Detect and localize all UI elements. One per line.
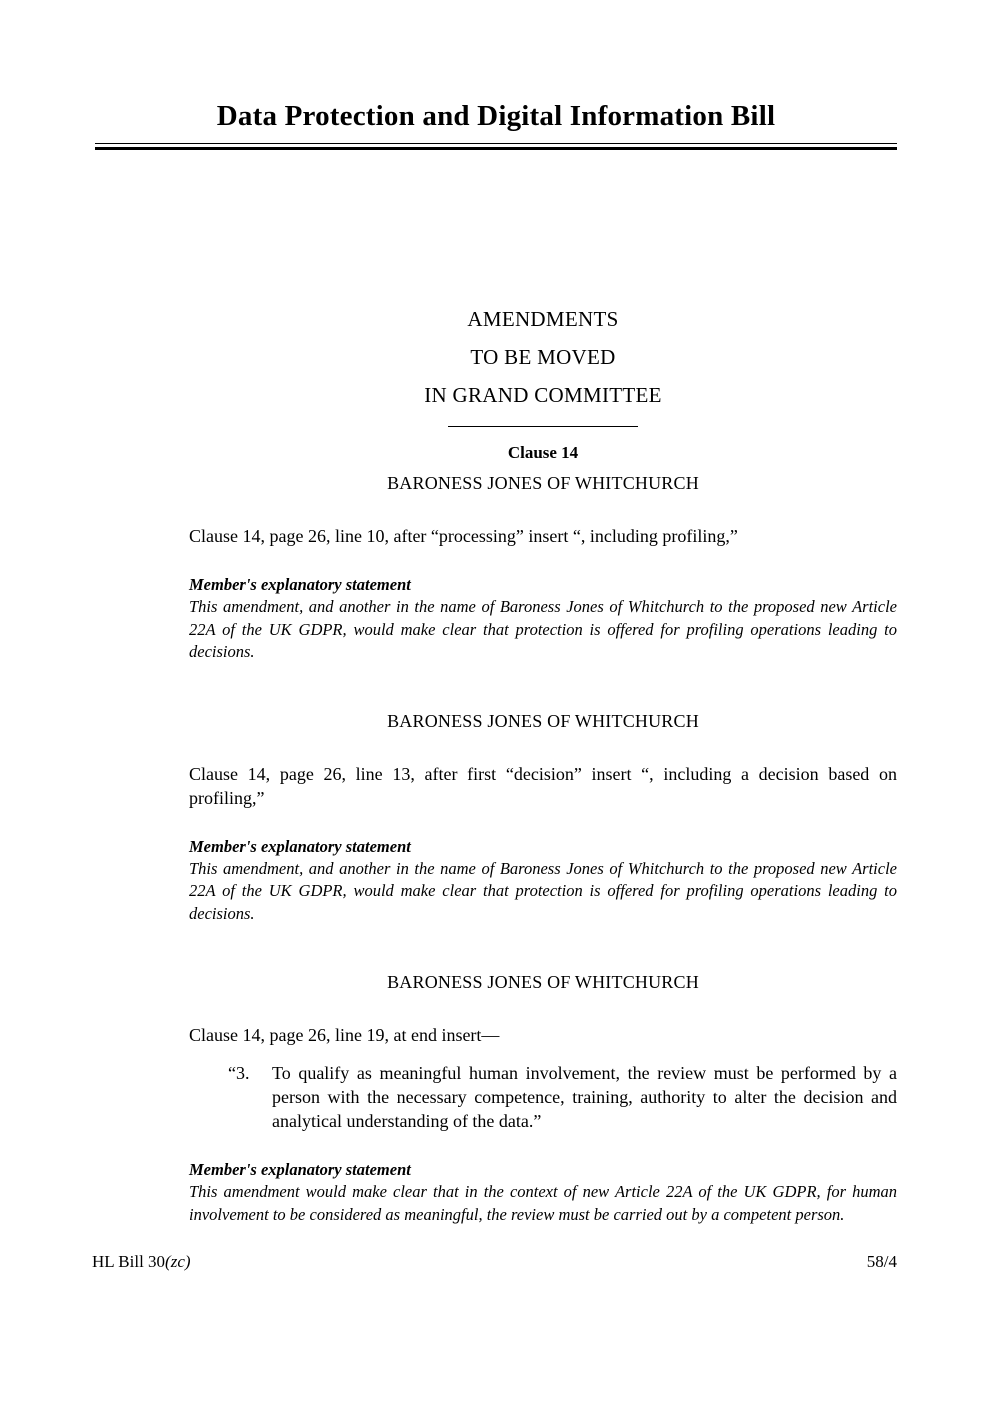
- amendment-text: Clause 14, page 26, line 19, at end insert—: [189, 1025, 500, 1045]
- amendment-sponsor: BARONESS JONES OF WHITCHURCH: [387, 473, 699, 493]
- heading-line-to-be-moved: TO BE MOVED: [470, 345, 616, 369]
- footer-bill-suffix: (zc): [165, 1252, 191, 1271]
- title-block: [95, 100, 897, 147]
- amendment-text: Clause 14, page 26, line 10, after “processing” insert “, including profiling,”: [189, 526, 738, 546]
- explanatory-statement: [189, 1159, 897, 1226]
- amendments-heading-group: [189, 300, 897, 463]
- explanatory-statement-title: Member's explanatory statement: [189, 575, 411, 594]
- explanatory-statement: [189, 574, 897, 664]
- heading-line-amendments: AMENDMENTS: [467, 307, 619, 331]
- footer-page-number: 58/4: [866, 1252, 897, 1271]
- explanatory-statement-body: This amendment would make clear that in the context of new Article 22A of the UK GDPR, for human involvement to be considered as meaningful, the review must be carried out by a competent person.: [189, 1182, 897, 1224]
- explanatory-statement: [189, 836, 897, 926]
- amendments-content: [189, 470, 897, 1226]
- explanatory-statement-title: Member's explanatory statement: [189, 1160, 411, 1179]
- inserted-provision-text: To qualify as meaningful human involvement, the review must be performed by a person with the necessary competence, training, authority to alter the decision and analytical understanding of the data.”: [272, 1063, 897, 1131]
- inserted-provision: [189, 1061, 897, 1133]
- explanatory-statement-body: This amendment, and another in the name of Baroness Jones of Whitchurch to the proposed new Article 22A of the UK GDPR, would make clear that protection is offered for profiling operations leading to decisions.: [189, 858, 897, 923]
- clause-label: Clause 14: [507, 443, 579, 462]
- heading-line-in-grand-committee: IN GRAND COMMITTEE: [424, 383, 662, 407]
- footer-bill-reference: [92, 1252, 191, 1272]
- amendment-sponsor: BARONESS JONES OF WHITCHURCH: [387, 972, 699, 992]
- footer-bill-label: HL Bill 30: [92, 1252, 166, 1271]
- title-double-rule: [95, 143, 897, 147]
- heading-short-rule: [448, 426, 638, 427]
- page-title: Data Protection and Digital Information Bill: [216, 100, 776, 132]
- explanatory-statement-title: Member's explanatory statement: [189, 836, 411, 856]
- page-footer: [92, 1252, 897, 1272]
- inserted-provision-number: “3.: [228, 1063, 250, 1083]
- amendment-sponsor: BARONESS JONES OF WHITCHURCH: [387, 710, 699, 731]
- amendment-text: Clause 14, page 26, line 13, after first “decision” insert “, including a decision based on profiling,”: [189, 763, 897, 808]
- explanatory-statement-body: This amendment, and another in the name of Baroness Jones of Whitchurch to the proposed new Article 22A of the UK GDPR, would make clear that protection is offered for profiling operations leading to decisions.: [189, 597, 897, 661]
